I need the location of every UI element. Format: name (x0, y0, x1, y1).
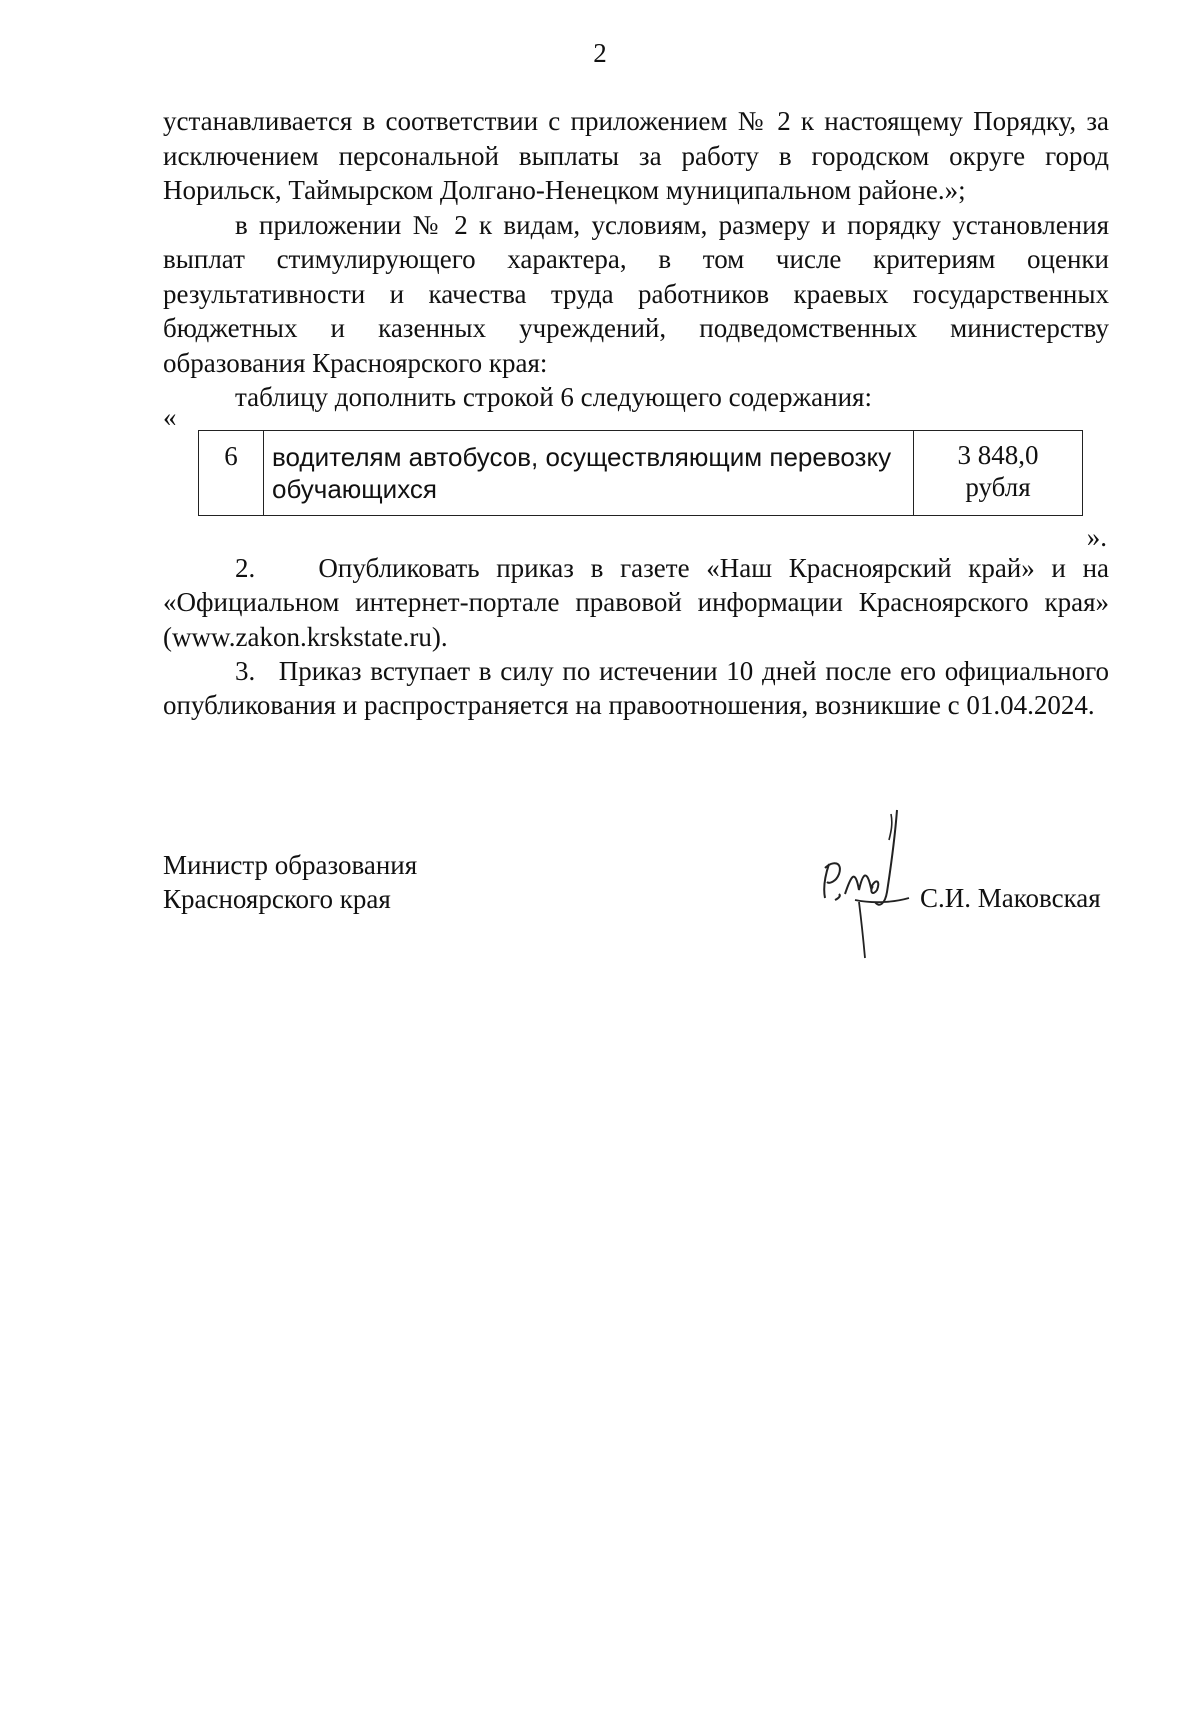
body-text-top (163, 104, 1109, 415)
position-line-2: Красноярского края (163, 884, 391, 914)
numbered-item (163, 551, 1109, 654)
closing-quote: ». (1086, 522, 1107, 552)
table-cell-description: водителям автобусов, осуществляющим перевозку обучающихся (264, 431, 914, 515)
item-text: Опубликовать приказ в газете «Наш Красноярский край» и на «Официальном интернет-портале правовой информации Красноярского края» (www.zakon.krskstate.ru). (163, 553, 1109, 652)
item-text: Приказ вступает в силу по истечении 10 дней после его официального опубликования и распространяется на правоотношения, возникшие с 01.04.2024. (163, 655, 1110, 721)
signer-position (163, 848, 417, 916)
amount-unit: рубля (965, 472, 1031, 502)
item-number: 3. (235, 655, 256, 686)
opening-quote: « (163, 402, 177, 432)
handwritten-signature (815, 806, 925, 966)
signer-name: С.И. Маковская (920, 883, 1101, 913)
amount-value: 3 848,0 (957, 440, 1039, 470)
item-number: 2. (235, 553, 256, 583)
page-number: 2 (593, 38, 607, 68)
paragraph-continuation: устанавливается в соответствии с приложением № 2 к настоящему Порядку, за исключением персональной выплаты за работу в городском округе город Норильск, Таймырском Долгано-Ненецком муниципальном районе.»; (163, 106, 1109, 205)
position-line-1: Министр образования (163, 850, 418, 880)
table-cell-amount (914, 431, 1082, 515)
paragraph-table-intro: таблицу дополнить строкой 6 следующего содержания: (235, 382, 872, 412)
amendment-table (198, 430, 1083, 516)
paragraph-appendix: в приложении № 2 к видам, условиям, размеру и порядку установления выплат стимулирующего характера, в том числе критериям оценки результативности и качества труда работников краевых государственных бюджетных и казенных учреждений, подведомственных министерству образования Красноярского края: (163, 209, 1109, 378)
table-cell-number: 6 (199, 431, 264, 515)
numbered-item (163, 654, 1109, 723)
body-text-items (163, 551, 1109, 722)
